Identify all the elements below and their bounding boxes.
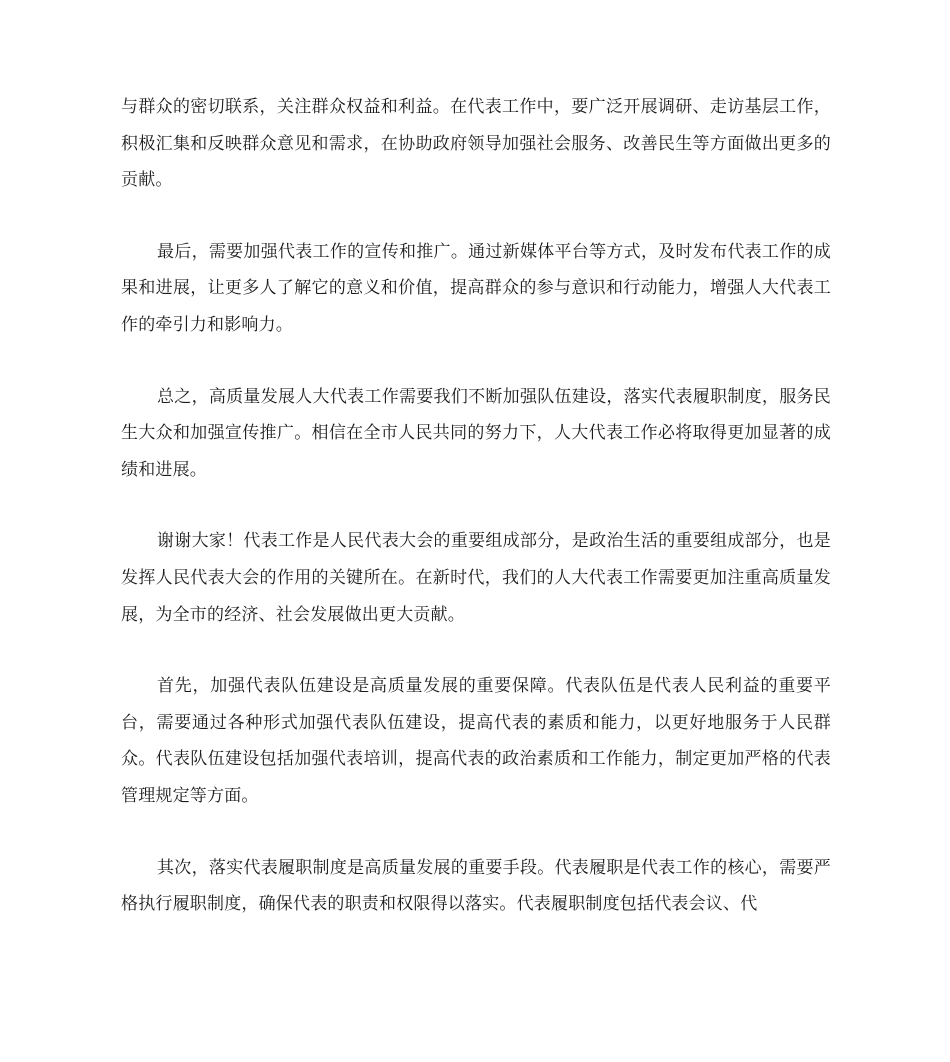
paragraph-3: 总之，高质量发展人大代表工作需要我们不断加强队伍建设，落实代表履职制度，服务民生大众和加强宣传推广。相信在全市人民共同的努力下，人大代表工作必将取得更加显著的成绩和进展。 bbox=[121, 386, 831, 480]
paragraph-5: 首先，加强代表队伍建设是高质量发展的重要保障。代表队伍是代表人民利益的重要平台，需要通过各种形式加强代表队伍建设，提高代表的素质和能力，以更好地服务于人民群众。代表队伍建设包括加强代表培训，提高代表的政治素质和工作能力，制定更加严格的代表管理规定等方面。 bbox=[121, 676, 831, 806]
paragraph-6: 其次，落实代表履职制度是高质量发展的重要手段。代表履职是代表工作的核心，需要严格执行履职制度，确保代表的职责和权限得以落实。代表履职制度包括代表会议、代 bbox=[121, 857, 831, 915]
paragraph-4: 谢谢大家！代表工作是人民代表大会的重要组成部分，是政治生活的重要组成部分，也是发挥人民代表大会的作用的关键所在。在新时代，我们的人大代表工作需要更加注重高质量发展，为全市的经济、社会发展做出更大贡献。 bbox=[121, 531, 831, 625]
document-body bbox=[121, 89, 831, 958]
paragraph-1: 与群众的密切联系，关注群众权益和利益。在代表工作中，要广泛开展调研、走访基层工作，积极汇集和反映群众意见和需求，在协助政府领导加强社会服务、改善民生等方面做出更多的贡献。 bbox=[121, 97, 831, 191]
paragraph-2: 最后，需要加强代表工作的宣传和推广。通过新媒体平台等方式，及时发布代表工作的成果和进展，让更多人了解它的意义和价值，提高群众的参与意识和行动能力，增强人大代表工作的牵引力和影响力。 bbox=[121, 241, 831, 335]
